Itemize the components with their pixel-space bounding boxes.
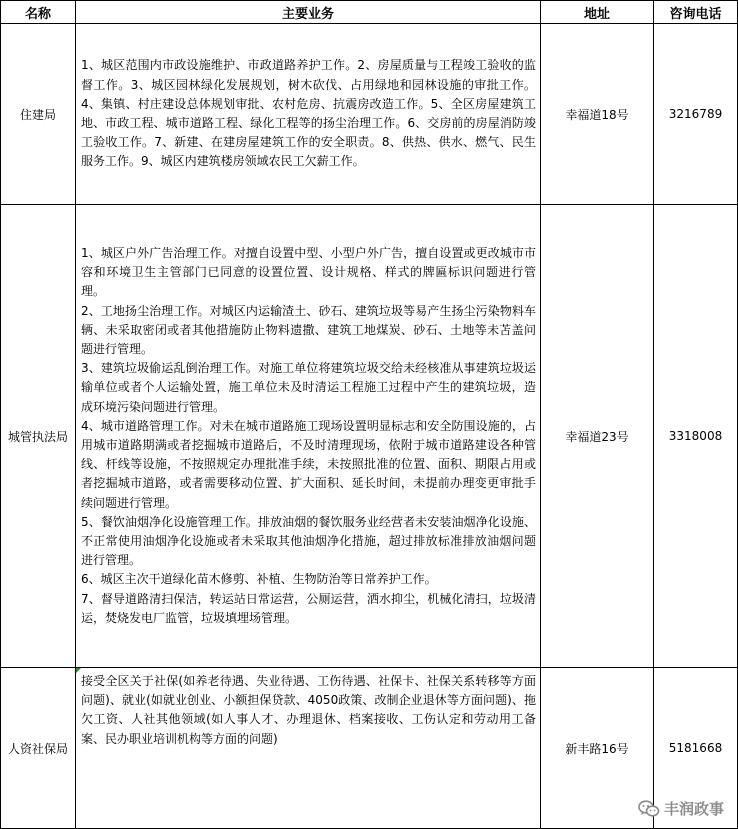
watermark bbox=[638, 798, 724, 819]
business-cell bbox=[76, 668, 541, 829]
phone-cell: 3216789 bbox=[654, 24, 738, 205]
bureau-name: 人资社保局 bbox=[1, 668, 76, 829]
business-text: 5、餐饮油烟净化设施管理工作。排放油烟的餐饮服务业经营者未安装油烟净化设施、不正常使用油烟净化设施或者未采取其他油烟净化措施，超过排放标准排放油烟问题进行管理。 bbox=[81, 514, 536, 568]
business-text: 6、城区主次干道绿化苗木修剪、补植、生物防治等日常养护工作。 bbox=[81, 572, 437, 587]
header-name: 名称 bbox=[1, 1, 76, 24]
business-text: 1、城区范围内市政设施维护、市政道路养护工作。2、房屋质量与工程竣工验收的监督工作。3、城区园林绿化发展规划，树木砍伐、占用绿地和园林设施的审批工作。4、集镇、村庄建设总体规划审批、农村危房、抗震房改造工作。5、全区房屋建筑工地、市政工程、城市道路工程、绿化工程等的扬尘治理工作。6、交房前的房屋消防竣工验收工作。7、新建、在建房屋建筑工作的安全职责。8、供热、供水、燃气、民生服务工作。9、城区内建筑楼房领域农民工欠薪工作。 bbox=[81, 58, 536, 169]
business-text: 3、建筑垃圾偷运乱倒治理工作。对施工单位将建筑垃圾交给未经核准从事建筑垃圾运输单位或者个人运输处置，施工单位未及时清运工程施工过程中产生的建筑垃圾，造成环境污染问题进行管理。 bbox=[81, 361, 536, 414]
bureau-name: 城管执法局 bbox=[1, 205, 76, 668]
table-row bbox=[1, 205, 738, 668]
business-text: 4、城市道路管理工作。对未在城市道路施工现场设置明显标志和安全防围设施的，占用城市道路期满或者挖掘城市道路后，不及时清理现场，依附于城市道路建设各种管线、杆线等设施，不按照规定办理批准手续，未按照批准的位置、面积、期限占用或者挖掘城市道路，或者需要移动位置、扩大面积、延长时间，未提前办理变更审批手续问题进行管理。 bbox=[81, 418, 536, 510]
header-phone: 咨询电话 bbox=[654, 1, 738, 24]
cell-marker-icon bbox=[76, 668, 81, 673]
header-business: 主要业务 bbox=[76, 1, 541, 24]
bureau-name: 住建局 bbox=[1, 24, 76, 205]
table-row bbox=[1, 24, 738, 205]
watermark-text: 丰润政事 bbox=[663, 800, 724, 818]
business-text: 1、城区户外广告治理工作。对擅自设置中型、小型户外广告，擅自设置或更改城市市容和环境卫生主管部门已同意的设置位置、设计规格、样式的牌匾标识问题进行管理。 bbox=[81, 245, 536, 299]
phone-cell: 3318008 bbox=[654, 205, 738, 668]
phone-cell: 5181668 bbox=[654, 668, 738, 829]
business-cell bbox=[76, 24, 541, 205]
table-header-row bbox=[1, 1, 738, 24]
address-cell: 幸福道18号 bbox=[541, 24, 654, 205]
business-text: 7、督导道路清扫保洁，转运站日常运营，公厕运营，洒水抑尘，机械化清扫，垃圾清运，焚烧发电厂监管，垃圾填埋场管理。 bbox=[81, 591, 536, 625]
address-cell: 新丰路16号 bbox=[541, 668, 654, 829]
header-address: 地址 bbox=[541, 1, 654, 24]
business-text: 2、工地扬尘治理工作。对城区内运输渣土、砂石、建筑垃圾等易产生扬尘污染物料车辆、未采取密闭或者其他措施防止物料遗撒、建筑工地煤炭、砂石、土地等未苫盖问题进行管理。 bbox=[81, 303, 536, 356]
wechat-icon bbox=[638, 800, 660, 818]
table-row bbox=[1, 668, 738, 829]
business-text: 接受全区关于社保(如养老待遇、失业待遇、工伤待遇、社保卡、社保关系转移等方面问题)、就业(如就业创业、小额担保贷款、4050政策、改制企业退休等方面问题)、拖欠工资、人社其他领域(如人事人才、办理退休、档案接收、工伤认定和劳动用工备案、民办职业培训机构等方面的问题) bbox=[81, 674, 536, 746]
address-cell: 幸福道23号 bbox=[541, 205, 654, 668]
business-cell bbox=[76, 205, 541, 668]
